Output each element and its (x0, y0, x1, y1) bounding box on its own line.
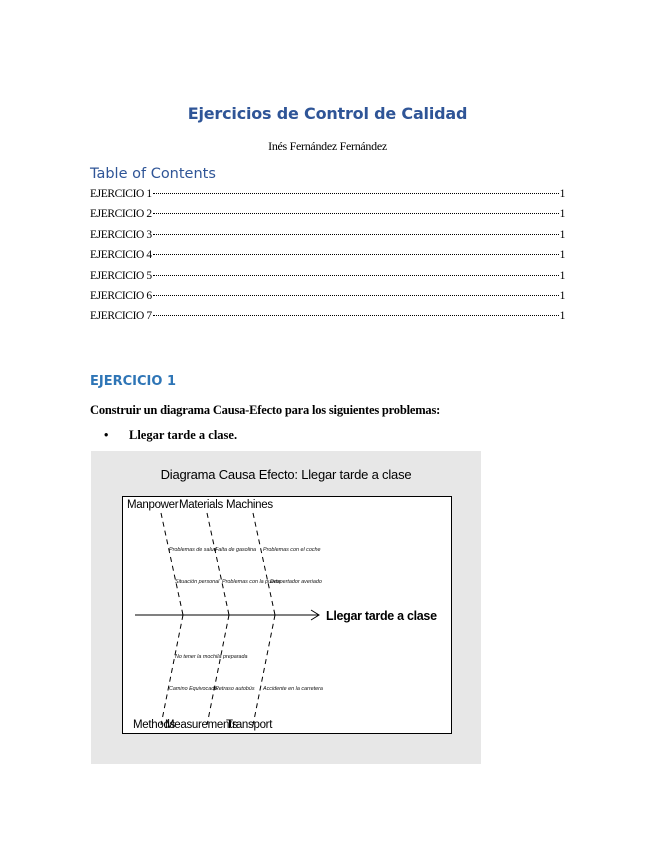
cause-label: No tener la mochila preparada (175, 654, 248, 660)
section-heading: EJERCICIO 1 (90, 374, 176, 389)
bullet-item (104, 428, 237, 443)
toc-entry-page: 1 (559, 269, 565, 282)
cause-label: Despertador averiado (270, 579, 322, 585)
cause-label: Problemas con el coche (263, 547, 321, 553)
toc-dot-leader (153, 315, 559, 316)
toc-entry-page: 1 (559, 208, 565, 221)
toc-dot-leader (153, 295, 559, 296)
cause-effect-figure (91, 451, 481, 764)
toc-entry-label: EJERCICIO 2 (90, 208, 152, 221)
toc-dot-leader (153, 213, 559, 214)
toc-entry-3[interactable] (90, 229, 565, 249)
bone-manpower (161, 513, 183, 615)
toc-entry-2[interactable] (90, 208, 565, 228)
cause-label: Accidente en la carretera (263, 686, 323, 692)
toc-entry-6[interactable] (90, 290, 565, 310)
cause-label: Falta de gasolina (215, 547, 257, 553)
toc-entry-label: EJERCICIO 5 (90, 269, 152, 282)
toc-entry-page: 1 (559, 289, 565, 302)
toc-dot-leader (153, 275, 559, 276)
category-transport: Transport (226, 719, 273, 731)
bullet-text: Llegar tarde a clase. (129, 428, 238, 442)
cause-label: Problemas con la puerta (222, 579, 281, 585)
effect-label: Llegar tarde a clase (326, 609, 437, 623)
category-machines: Machines (226, 499, 273, 511)
cause-label: Problemas de salud (169, 547, 217, 553)
toc-entry-label: EJERCICIO 1 (90, 188, 152, 200)
bullet-mark: • (104, 428, 109, 442)
toc-heading: Table of Contents (90, 166, 216, 182)
cause-label: Retraso autobús (215, 686, 255, 692)
document-title: Ejercicios de Control de Calidad (187, 104, 468, 123)
table-of-contents (90, 188, 565, 331)
bone-materials (207, 513, 229, 615)
category-methods: Methods (133, 719, 176, 731)
toc-dot-leader (153, 193, 559, 194)
toc-entry-page: 1 (559, 310, 565, 323)
toc-entry-page: 1 (559, 228, 565, 241)
bone-machines (253, 513, 275, 615)
figure-title: Diagrama Causa Efecto: Llegar tarde a clase (160, 467, 412, 482)
fishbone-diagram (122, 496, 452, 734)
toc-entry-5[interactable] (90, 270, 565, 290)
instruction-text: Construir un diagrama Causa-Efecto para los siguientes problemas: (90, 403, 441, 417)
toc-entry-7[interactable] (90, 310, 565, 330)
toc-entry-label: EJERCICIO 3 (90, 228, 152, 241)
document-author: Inés Fernández Fernández (268, 139, 387, 153)
bone-measurements (207, 615, 229, 725)
category-manpower: Manpower (127, 499, 179, 511)
toc-entry-page: 1 (559, 188, 565, 200)
bone-transport (253, 615, 275, 725)
toc-entry-page: 1 (559, 249, 565, 262)
toc-entry-4[interactable] (90, 249, 565, 269)
bone-methods (161, 615, 183, 725)
cause-label: Situación personal (175, 579, 220, 585)
toc-dot-leader (153, 234, 559, 235)
toc-entry-label: EJERCICIO 7 (90, 310, 152, 323)
category-measurements: Measurements (165, 719, 238, 731)
cause-label: Camino Equivocado (169, 686, 218, 692)
toc-entry-1[interactable] (90, 188, 565, 208)
toc-dot-leader (153, 254, 559, 255)
toc-entry-label: EJERCICIO 6 (90, 289, 152, 302)
toc-entry-label: EJERCICIO 4 (90, 249, 152, 262)
category-materials: Materials (179, 499, 223, 511)
